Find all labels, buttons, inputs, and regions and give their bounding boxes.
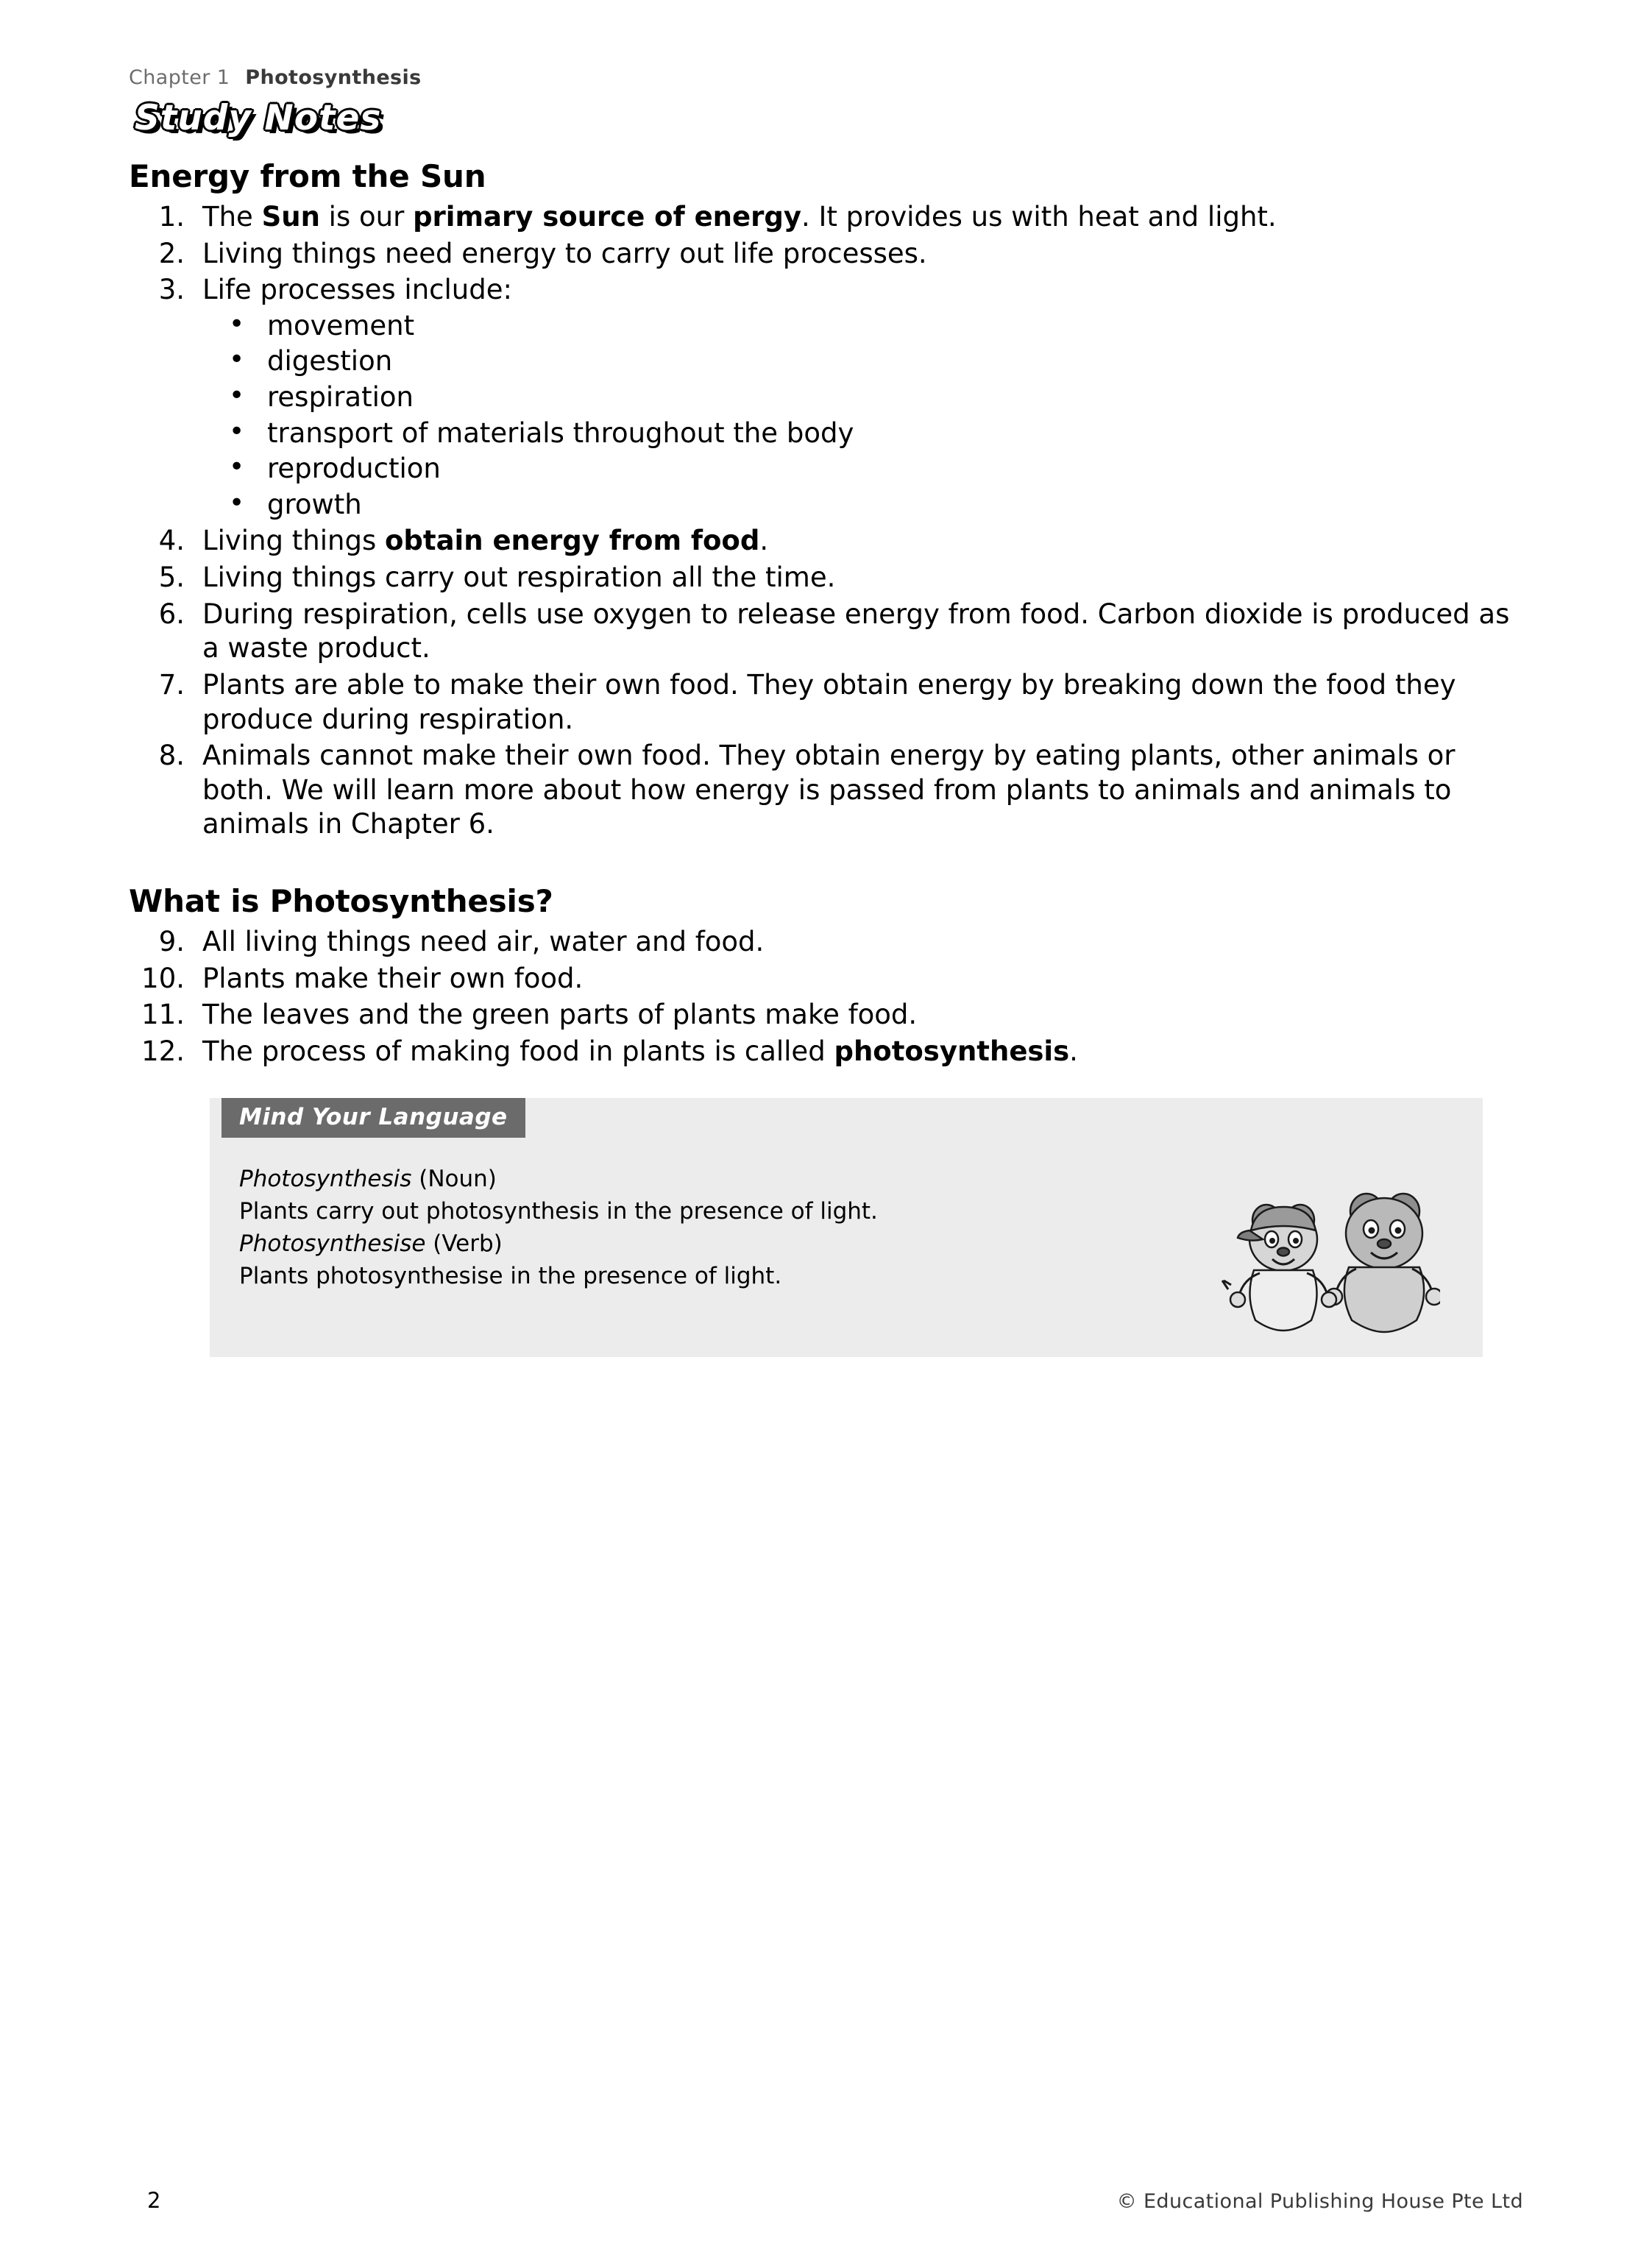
list-item <box>129 524 1527 559</box>
list-item-number: 7. <box>158 668 185 701</box>
definition-line-3 <box>239 1228 1255 1260</box>
notes-list-photosynthesis <box>129 925 1527 1069</box>
mind-your-language-box <box>210 1098 1483 1357</box>
list-item <box>129 598 1527 666</box>
text-run-bold: obtain energy from food <box>384 525 760 557</box>
text-run: The process of making food in plants is called <box>202 1035 834 1067</box>
running-head <box>129 66 1527 89</box>
list-item-text: transport of materials throughout the body <box>267 417 854 449</box>
definition-line-4: Plants photosynthesise in the presence of light. <box>239 1263 782 1290</box>
life-processes-list <box>202 309 1527 523</box>
list-item-text: Life processes include: <box>202 274 512 306</box>
term-noun: Photosynthesis <box>239 1166 412 1193</box>
list-item-number: 4. <box>158 525 185 557</box>
list-item-number: 1. <box>158 201 185 233</box>
bullet-icon: • <box>229 308 245 339</box>
list-item-number: 8. <box>158 740 185 772</box>
notes-list-energy <box>129 200 1527 842</box>
list-item-number: 2. <box>158 237 185 269</box>
bullet-icon: • <box>229 416 245 447</box>
list-item-text: movement <box>267 309 415 341</box>
list-item <box>129 1035 1527 1069</box>
mascot-illustration <box>1219 1166 1440 1350</box>
list-item-number: 6. <box>158 598 185 630</box>
section-heading-energy: Energy from the Sun <box>129 158 486 194</box>
list-item <box>129 998 1527 1032</box>
list-item <box>129 925 1527 960</box>
list-item <box>202 488 1527 523</box>
text-run-bold: Sun <box>261 201 320 233</box>
pos-noun: (Noun) <box>411 1166 497 1193</box>
list-item-text: Plants are able to make their own food. They obtain energy by breaking down the food they produce during respiration. <box>202 668 1456 735</box>
list-item <box>129 561 1527 595</box>
study-notes-label: Study Notes <box>135 98 382 138</box>
mind-your-language-callout <box>210 1098 1483 1357</box>
bullet-icon: • <box>229 380 245 411</box>
mind-your-language-tab: Mind Your Language <box>221 1098 525 1138</box>
text-run: is our <box>319 201 414 233</box>
list-item-text <box>202 201 1277 233</box>
list-item-number: 5. <box>158 562 185 594</box>
section-heading-photosynthesis: What is Photosynthesis? <box>129 882 553 919</box>
page-content <box>129 66 1527 1357</box>
text-run: . <box>759 525 769 557</box>
list-item-text: Living things carry out respiration all the time. <box>202 562 836 594</box>
page-footer <box>129 2183 1523 2213</box>
list-item <box>202 417 1527 451</box>
list-item-text: growth <box>267 488 362 520</box>
list-item <box>129 962 1527 996</box>
list-item-text: The leaves and the green parts of plants make food. <box>202 999 918 1031</box>
bullet-icon: • <box>229 344 245 375</box>
chapter-number: Chapter 1 <box>129 66 230 89</box>
list-item <box>129 273 1527 522</box>
list-item <box>129 739 1527 842</box>
list-item <box>129 200 1527 235</box>
chapter-title: Photosynthesis <box>245 66 422 89</box>
bullet-icon: • <box>229 487 245 518</box>
list-item <box>202 380 1527 415</box>
list-item-text: reproduction <box>267 453 441 485</box>
list-item-number: 3. <box>158 274 185 306</box>
list-item-text <box>202 525 768 556</box>
list-item-number: 11. <box>141 999 185 1031</box>
list-item-number: 12. <box>141 1035 185 1067</box>
list-item <box>202 452 1527 486</box>
list-item-text: Living things need energy to carry out life processes. <box>202 237 927 269</box>
list-item-text: During respiration, cells use oxygen to release energy from food. Carbon dioxide is produced as a waste product. <box>202 598 1510 665</box>
definition-line-2: Plants carry out photosynthesis in the presence of light. <box>239 1198 878 1225</box>
text-run: . <box>1069 1035 1078 1067</box>
text-run: . It provides us with heat and light. <box>801 201 1277 233</box>
list-item <box>129 237 1527 272</box>
definition-line-1 <box>239 1163 1255 1195</box>
list-item-text: Animals cannot make their own food. They obtain energy by eating plants, other animals or both. We will learn more about how energy is passed from plants to animals and animals to animals in Chapter 6. <box>202 740 1456 840</box>
copyright-notice: © Educational Publishing House Pte Ltd <box>1116 2190 1523 2213</box>
list-item <box>129 668 1527 737</box>
page-number: 2 <box>147 2188 161 2213</box>
study-notes-banner <box>130 96 1527 145</box>
list-item-text: digestion <box>267 345 393 378</box>
text-run-bold: photosynthesis <box>834 1035 1070 1067</box>
text-run-bold: primary source of energy <box>413 201 801 233</box>
pos-verb: (Verb) <box>425 1230 503 1258</box>
list-item-text: Plants make their own food. <box>202 962 584 994</box>
list-item-text: respiration <box>267 381 414 414</box>
list-item-number: 9. <box>158 925 185 957</box>
list-item-number: 10. <box>141 962 185 994</box>
list-item <box>202 344 1527 379</box>
list-item <box>202 309 1527 344</box>
text-run: The <box>202 201 262 233</box>
list-item-text: All living things need air, water and food. <box>202 925 765 957</box>
bullet-icon: • <box>229 452 245 483</box>
list-item-text <box>202 1035 1078 1067</box>
text-run: Living things <box>202 525 385 557</box>
term-verb: Photosynthesise <box>239 1230 426 1258</box>
